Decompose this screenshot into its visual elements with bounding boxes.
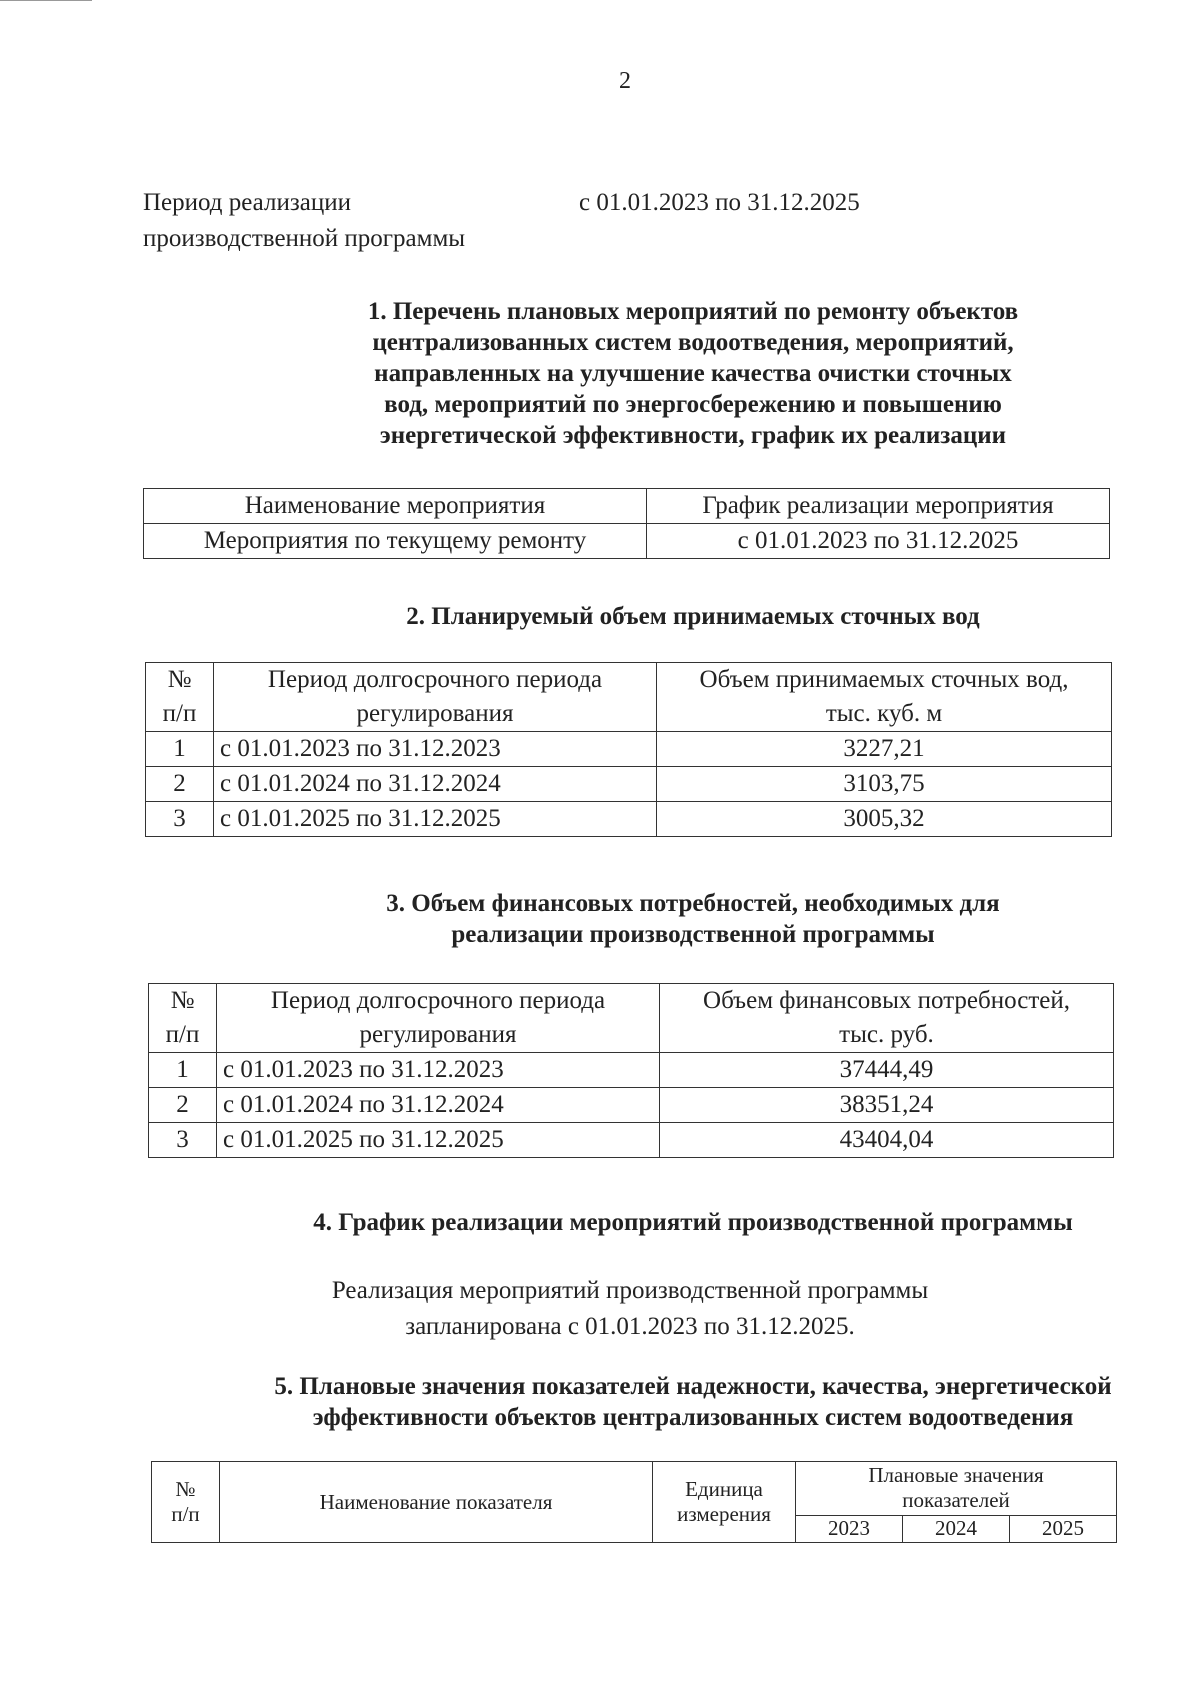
section1-heading [143, 296, 1200, 451]
header-cell-year: 2025 [1010, 1515, 1117, 1542]
table-row [146, 802, 1112, 837]
header-finance-line2: тыс. руб. [839, 1021, 934, 1048]
cell-period: с 01.01.2023 по 31.12.2023 [214, 732, 657, 767]
header-num-line1: № [167, 666, 192, 693]
cell-num: 1 [146, 732, 214, 767]
table-row [149, 1123, 1114, 1158]
heading-line: 3. Объем финансовых потребностей, необходимых для [386, 890, 1000, 917]
section5-heading [143, 1371, 1200, 1433]
table-header-row [149, 984, 1114, 1053]
cell-value: 3005,32 [657, 802, 1112, 837]
cell-period: с 01.01.2024 по 31.12.2024 [214, 767, 657, 802]
header-cell-num [146, 663, 214, 732]
table-row [149, 1088, 1114, 1123]
cell-period: с 01.01.2025 по 31.12.2025 [214, 802, 657, 837]
header-cell-period [214, 663, 657, 732]
table-row [144, 524, 1110, 559]
heading-line: 1. Перечень плановых мероприятий по ремонту объектов [367, 298, 1019, 325]
heading-line: энергетической эффективности, график их реализации [379, 422, 1007, 449]
header-cell-indicator: Наименование показателя [220, 1462, 653, 1543]
header-cell-finance [660, 984, 1114, 1053]
period-label-line1: Период реализации [143, 189, 351, 216]
header-plan-line1: Плановые значения [868, 1463, 1044, 1488]
header-cell-volume [657, 663, 1112, 732]
cell-schedule: с 01.01.2023 по 31.12.2025 [647, 524, 1110, 559]
cell-value: 3103,75 [657, 767, 1112, 802]
header-plan-line2: показателей [902, 1488, 1010, 1513]
section5-table [151, 1461, 1117, 1543]
table-header-row [152, 1462, 1117, 1516]
header-cell-num [149, 984, 217, 1053]
table-header-row [146, 663, 1112, 732]
header-period-line2: регулирования [356, 700, 514, 727]
header-num-line1: № [170, 987, 195, 1014]
header-num-line2: п/п [171, 1502, 200, 1526]
cell-value: 3227,21 [657, 732, 1112, 767]
table-row [146, 767, 1112, 802]
cell-num: 1 [149, 1053, 217, 1088]
heading-line: реализации производственной программы [451, 921, 935, 948]
page-number: 2 [619, 68, 631, 94]
cell-value: 38351,24 [660, 1088, 1114, 1123]
section4-heading [143, 1207, 1200, 1238]
header-finance-line1: Объем финансовых потребностей, [703, 987, 1070, 1014]
header-num-line2: п/п [165, 1021, 200, 1048]
header-cell-unit [653, 1462, 796, 1543]
cell-period: с 01.01.2024 по 31.12.2024 [217, 1088, 660, 1123]
period-label-line2: производственной программы [143, 225, 466, 252]
header-period-line1: Период долгосрочного периода [270, 987, 606, 1014]
header-cell-year: 2023 [796, 1515, 903, 1542]
heading-line: 2. Планируемый объем принимаемых сточных вод [406, 603, 980, 630]
header-num-line2: п/п [162, 700, 197, 727]
cell-num: 3 [149, 1123, 217, 1158]
header-volume-line1: Объем принимаемых сточных вод, [699, 666, 1069, 693]
header-cell-name: Наименование мероприятия [144, 489, 647, 524]
heading-line: централизованных систем водоотведения, мероприятий, [372, 329, 1014, 356]
scan-edge-mark [0, 0, 92, 1]
section3-table [148, 983, 1114, 1158]
header-period-line2: регулирования [359, 1021, 517, 1048]
section1-table [143, 488, 1110, 559]
cell-num: 3 [146, 802, 214, 837]
header-num-line1: № [175, 1477, 196, 1501]
table-row [146, 732, 1112, 767]
cell-event: Мероприятия по текущему ремонту [144, 524, 647, 559]
heading-line: вод, мероприятий по энергосбережению и повышению [384, 391, 1002, 418]
section4-text [0, 1273, 1200, 1345]
cell-value: 43404,04 [660, 1123, 1114, 1158]
heading-line: эффективности объектов централизованных систем водоотведения [312, 1404, 1074, 1431]
header-cell-period [217, 984, 660, 1053]
cell-value: 37444,49 [660, 1053, 1114, 1088]
cell-num: 2 [149, 1088, 217, 1123]
header-cell-plan [796, 1462, 1117, 1516]
section2-heading [143, 601, 1200, 632]
section4-text-line1: Реализация мероприятий производственной программы [331, 1277, 929, 1304]
section4-text-line2: запланирована с 01.01.2023 по 31.12.2025. [405, 1313, 855, 1340]
heading-line: направленных на улучшение качества очистки сточных [374, 360, 1012, 387]
header-unit-line2: измерения [677, 1502, 771, 1526]
header-unit-line1: Единица [685, 1477, 763, 1501]
period-label [143, 185, 465, 257]
cell-num: 2 [146, 767, 214, 802]
header-period-line1: Период долгосрочного периода [267, 666, 603, 693]
heading-line: 4. График реализации мероприятий производственной программы [313, 1209, 1073, 1236]
cell-period: с 01.01.2025 по 31.12.2025 [217, 1123, 660, 1158]
header-cell-schedule: График реализации мероприятия [647, 489, 1110, 524]
heading-line: 5. Плановые значения показателей надежности, качества, энергетической [274, 1373, 1112, 1400]
section3-heading [143, 888, 1200, 950]
header-cell-num [152, 1462, 220, 1543]
section2-table [145, 662, 1112, 837]
header-volume-line2: тыс. куб. м [825, 700, 943, 727]
table-header-row [144, 489, 1110, 524]
cell-period: с 01.01.2023 по 31.12.2023 [217, 1053, 660, 1088]
table-row [149, 1053, 1114, 1088]
header-cell-year: 2024 [903, 1515, 1010, 1542]
period-value: с 01.01.2023 по 31.12.2025 [579, 189, 860, 216]
